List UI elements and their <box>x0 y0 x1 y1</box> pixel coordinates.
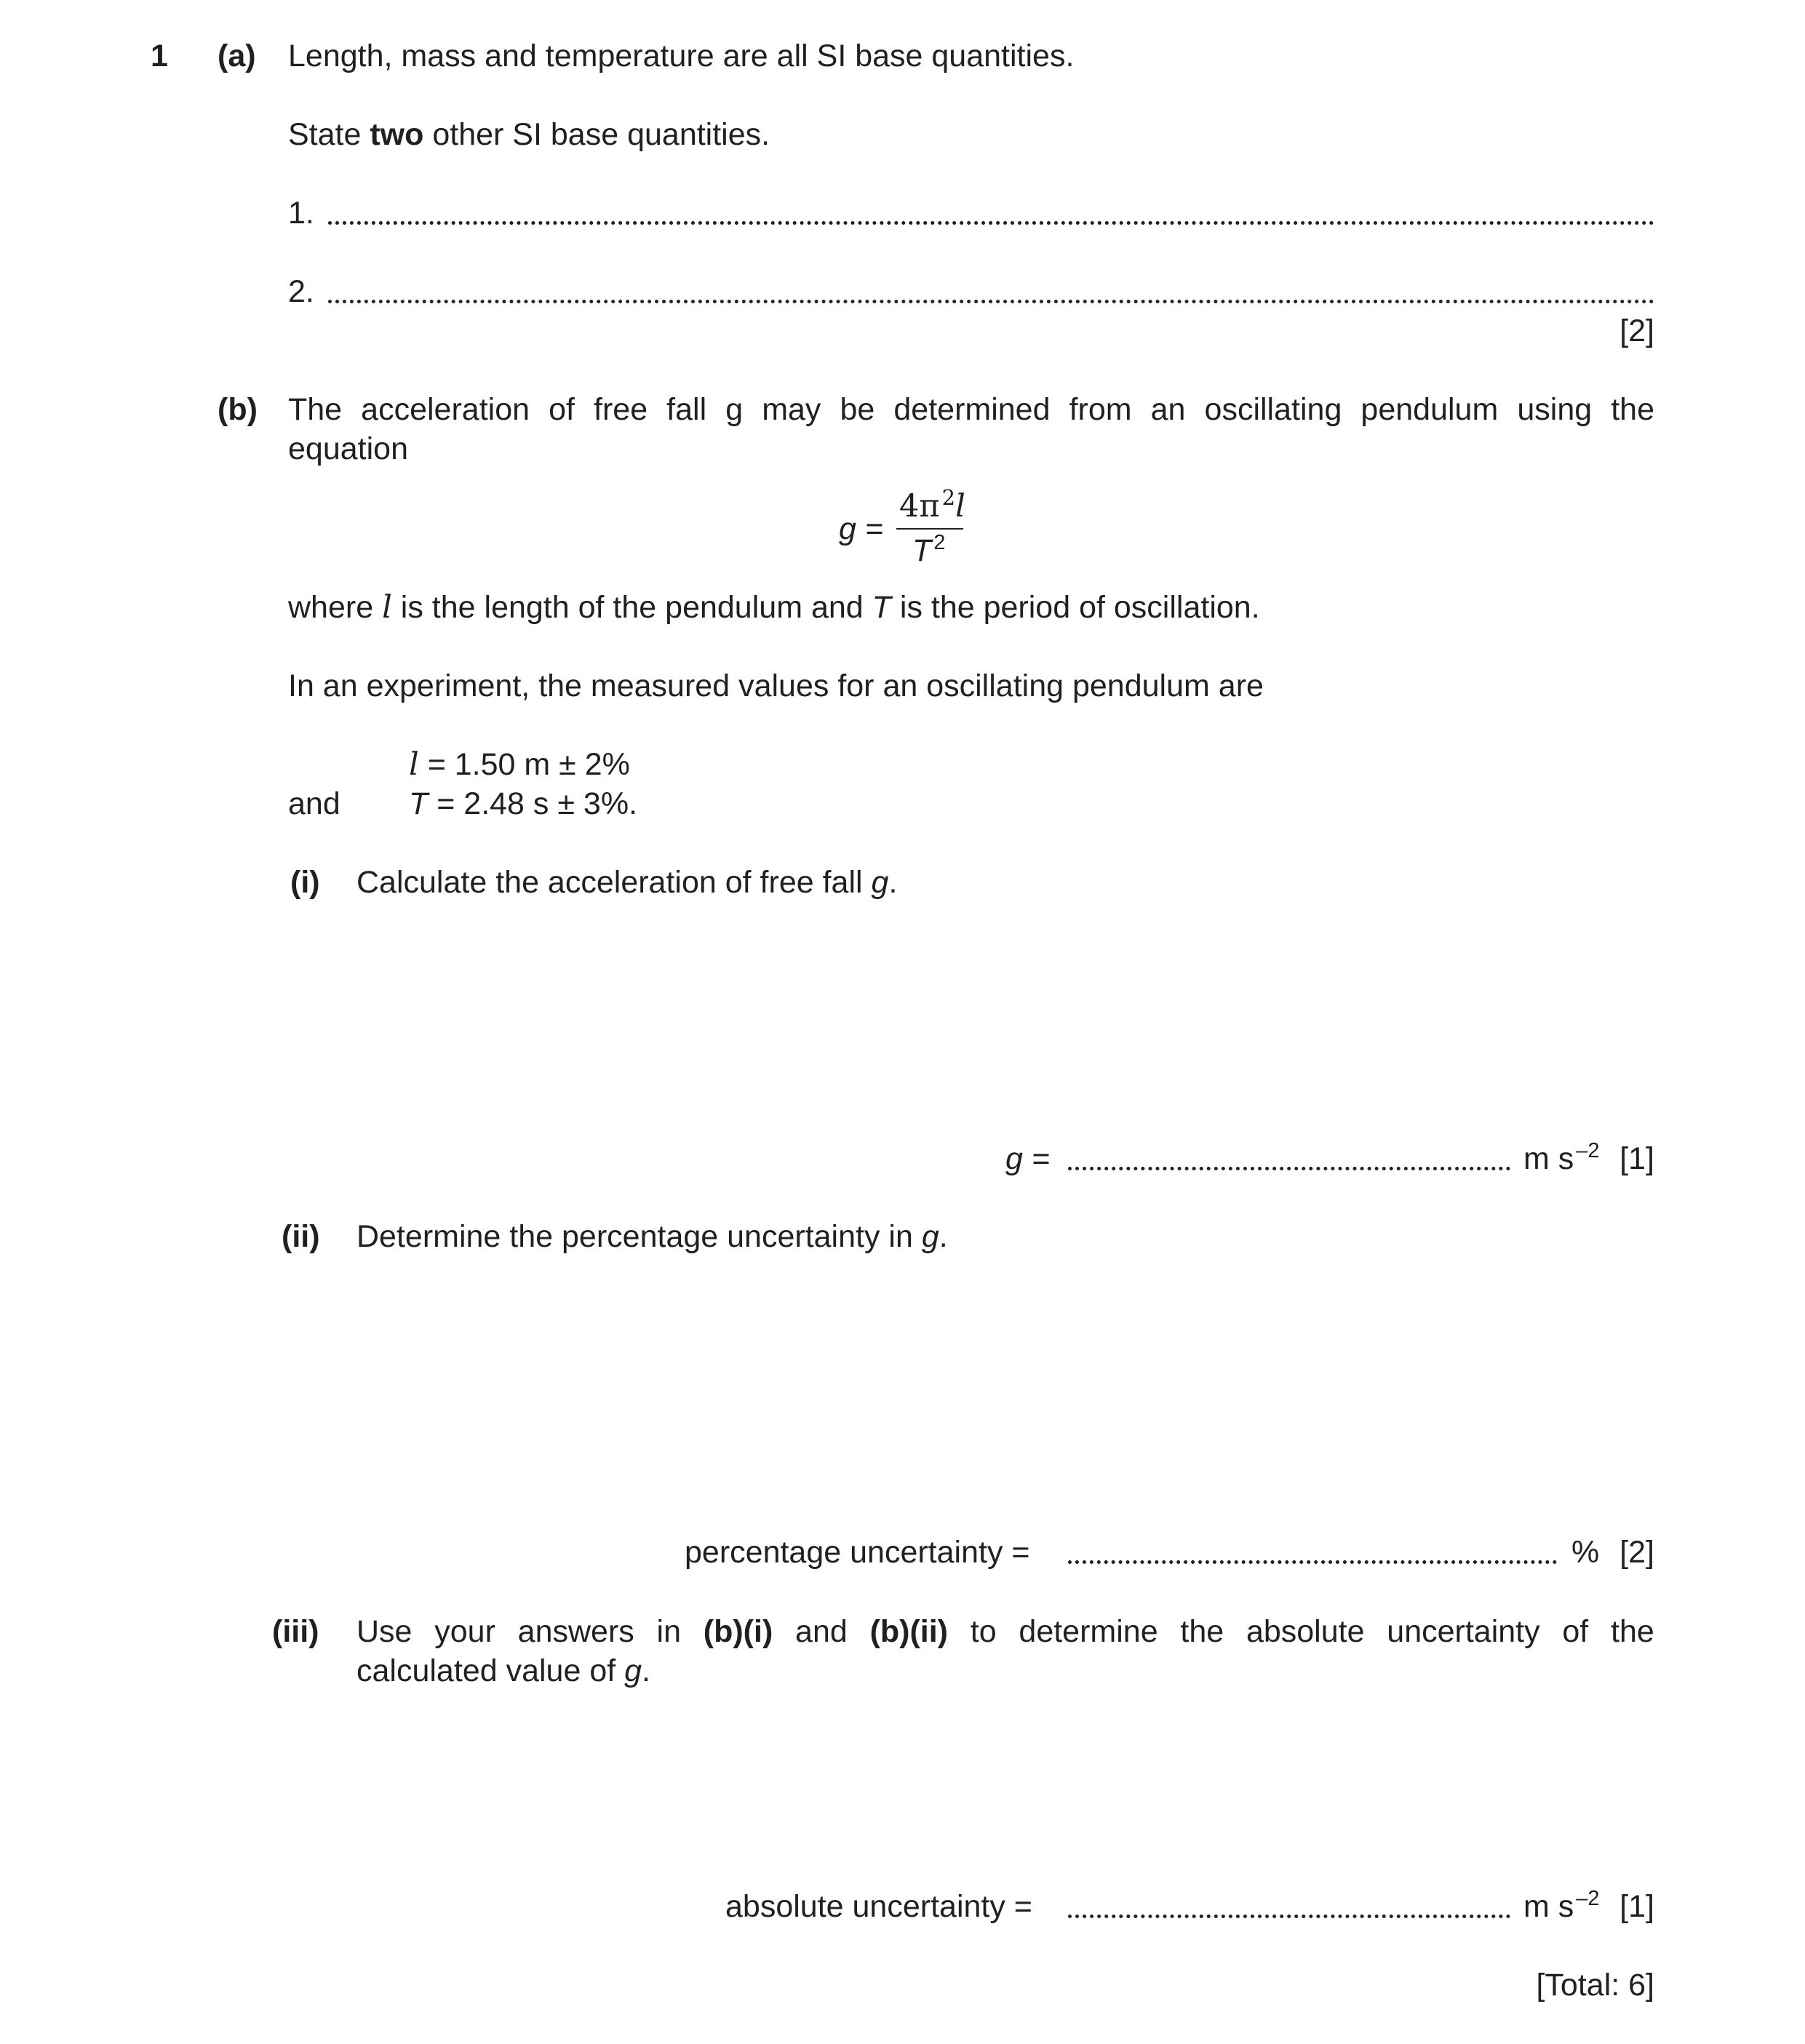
answer-line-2-number: 2. <box>288 274 314 309</box>
sub-iii-unit <box>1523 1887 1600 1924</box>
measurement-l-var: l <box>409 746 419 783</box>
where-mid: is the length of the pendulum and <box>391 590 872 625</box>
sub-iii-var: g <box>624 1653 642 1688</box>
sub-i-end: . <box>888 865 898 900</box>
sub-iii-ref-bii: (b)(ii) <box>869 1614 948 1649</box>
sub-ii-text <box>356 1221 948 1253</box>
sub-iii-marks: [1] <box>1619 1889 1654 1924</box>
part-a-statement: Length, mass and temperature are all SI base quantities. <box>288 39 1075 73</box>
sub-iii-unit-text: m s <box>1523 1889 1574 1924</box>
measurement-and: and <box>288 786 340 821</box>
equation-numerator-var: l <box>955 488 965 524</box>
sub-i-unit-text: m s <box>1523 1141 1574 1176</box>
sub-ii-var: g <box>921 1219 939 1254</box>
sub-iii-unit-exp: –2 <box>1576 1887 1600 1910</box>
sub-iii-line1 <box>356 1616 1654 1648</box>
answer-line-1-number: 1. <box>288 196 314 231</box>
part-b-intro-line2: equation <box>288 431 408 466</box>
sub-i-text <box>356 867 897 898</box>
sub-ii-text-main: Determine the percentage uncertainty in <box>356 1219 922 1254</box>
part-a-label: (a) <box>218 39 256 73</box>
equation-lhs: g = <box>839 511 883 546</box>
sub-iii-word: Use <box>356 1614 413 1649</box>
where-l: l <box>382 589 392 626</box>
sub-iii-line2-text: calculated value of <box>356 1653 625 1688</box>
part-a-marks: [2] <box>1619 314 1654 348</box>
sub-iii-word: of <box>1562 1614 1589 1649</box>
equation-numerator-exp: 2 <box>941 485 956 510</box>
measurement-T-value: = 2.48 s ± 3%. <box>428 786 638 821</box>
sub-iii-ref-bi: (b)(i) <box>703 1614 773 1649</box>
part-a-prompt-pre: State <box>288 117 370 152</box>
sub-iii-answer-line[interactable] <box>1068 1915 1510 1918</box>
sub-i-answer-label: g = <box>1005 1141 1050 1176</box>
sub-i-text-main: Calculate the acceleration of free fall <box>356 865 872 900</box>
sub-ii-answer-line[interactable] <box>1068 1560 1557 1564</box>
sub-i-label: (i) <box>290 865 320 900</box>
sub-iii-word: to <box>970 1614 997 1649</box>
sub-iii-word: absolute <box>1246 1614 1365 1649</box>
sub-ii-label: (ii) <box>282 1219 320 1254</box>
equation-denominator-exp: 2 <box>933 531 946 554</box>
sub-ii-answer-label: percentage uncertainty = <box>685 1535 1030 1570</box>
part-b-label: (b) <box>218 392 258 427</box>
equation-numerator-coef: 4π <box>899 488 940 524</box>
sub-i-unit <box>1523 1139 1600 1176</box>
part-b-intro-line1: The acceleration of free fall g may be determined from an oscillating pendulum using the <box>288 392 1654 427</box>
measured-intro: In an experiment, the measured values for an oscillating pendulum are <box>288 668 1264 703</box>
answer-line-2[interactable] <box>328 300 1654 303</box>
sub-iii-line2 <box>356 1653 650 1688</box>
where-post: is the period of oscillation. <box>890 590 1260 625</box>
measurement-l-value: = 1.50 m ± 2% <box>418 747 630 782</box>
sub-iii-word: in <box>656 1614 682 1649</box>
equation-fraction-bar <box>896 528 963 530</box>
sub-i-var: g <box>871 865 889 900</box>
where-T: T <box>872 590 891 625</box>
total-marks: [Total: 6] <box>1536 1968 1654 2003</box>
where-statement <box>288 589 1260 626</box>
question-number: 1 <box>151 39 168 73</box>
sub-iii-word: and <box>795 1614 848 1649</box>
sub-iii-end: . <box>642 1653 650 1688</box>
part-a-prompt <box>288 119 770 151</box>
sub-i-marks: [1] <box>1619 1141 1654 1176</box>
part-a-prompt-bold: two <box>370 117 424 152</box>
sub-iii-answer-label: absolute uncertainty = <box>725 1889 1032 1924</box>
sub-iii-word: determine <box>1019 1614 1158 1649</box>
sub-ii-end: . <box>939 1219 948 1254</box>
equation-denominator-var: T <box>912 533 932 568</box>
sub-iii-word: the <box>1180 1614 1224 1649</box>
sub-iii-label: (iii) <box>272 1614 319 1649</box>
measurement-T-var: T <box>409 786 429 821</box>
sub-i-answer-line[interactable] <box>1068 1167 1510 1170</box>
sub-ii-unit: % <box>1571 1535 1600 1570</box>
equation-denominator <box>912 531 946 568</box>
measurement-l <box>409 746 630 783</box>
where-pre: where <box>288 590 383 625</box>
equation-numerator <box>899 485 965 524</box>
sub-iii-word: uncertainty <box>1387 1614 1540 1649</box>
sub-iii-word: answers <box>517 1614 634 1649</box>
sub-iii-word: your <box>434 1614 495 1649</box>
part-a-prompt-post: other SI base quantities. <box>423 117 770 152</box>
sub-i-unit-exp: –2 <box>1576 1139 1600 1162</box>
answer-line-1[interactable] <box>328 221 1654 225</box>
measurement-T <box>409 786 638 821</box>
sub-ii-marks: [2] <box>1619 1535 1654 1570</box>
sub-iii-word: the <box>1611 1614 1654 1649</box>
